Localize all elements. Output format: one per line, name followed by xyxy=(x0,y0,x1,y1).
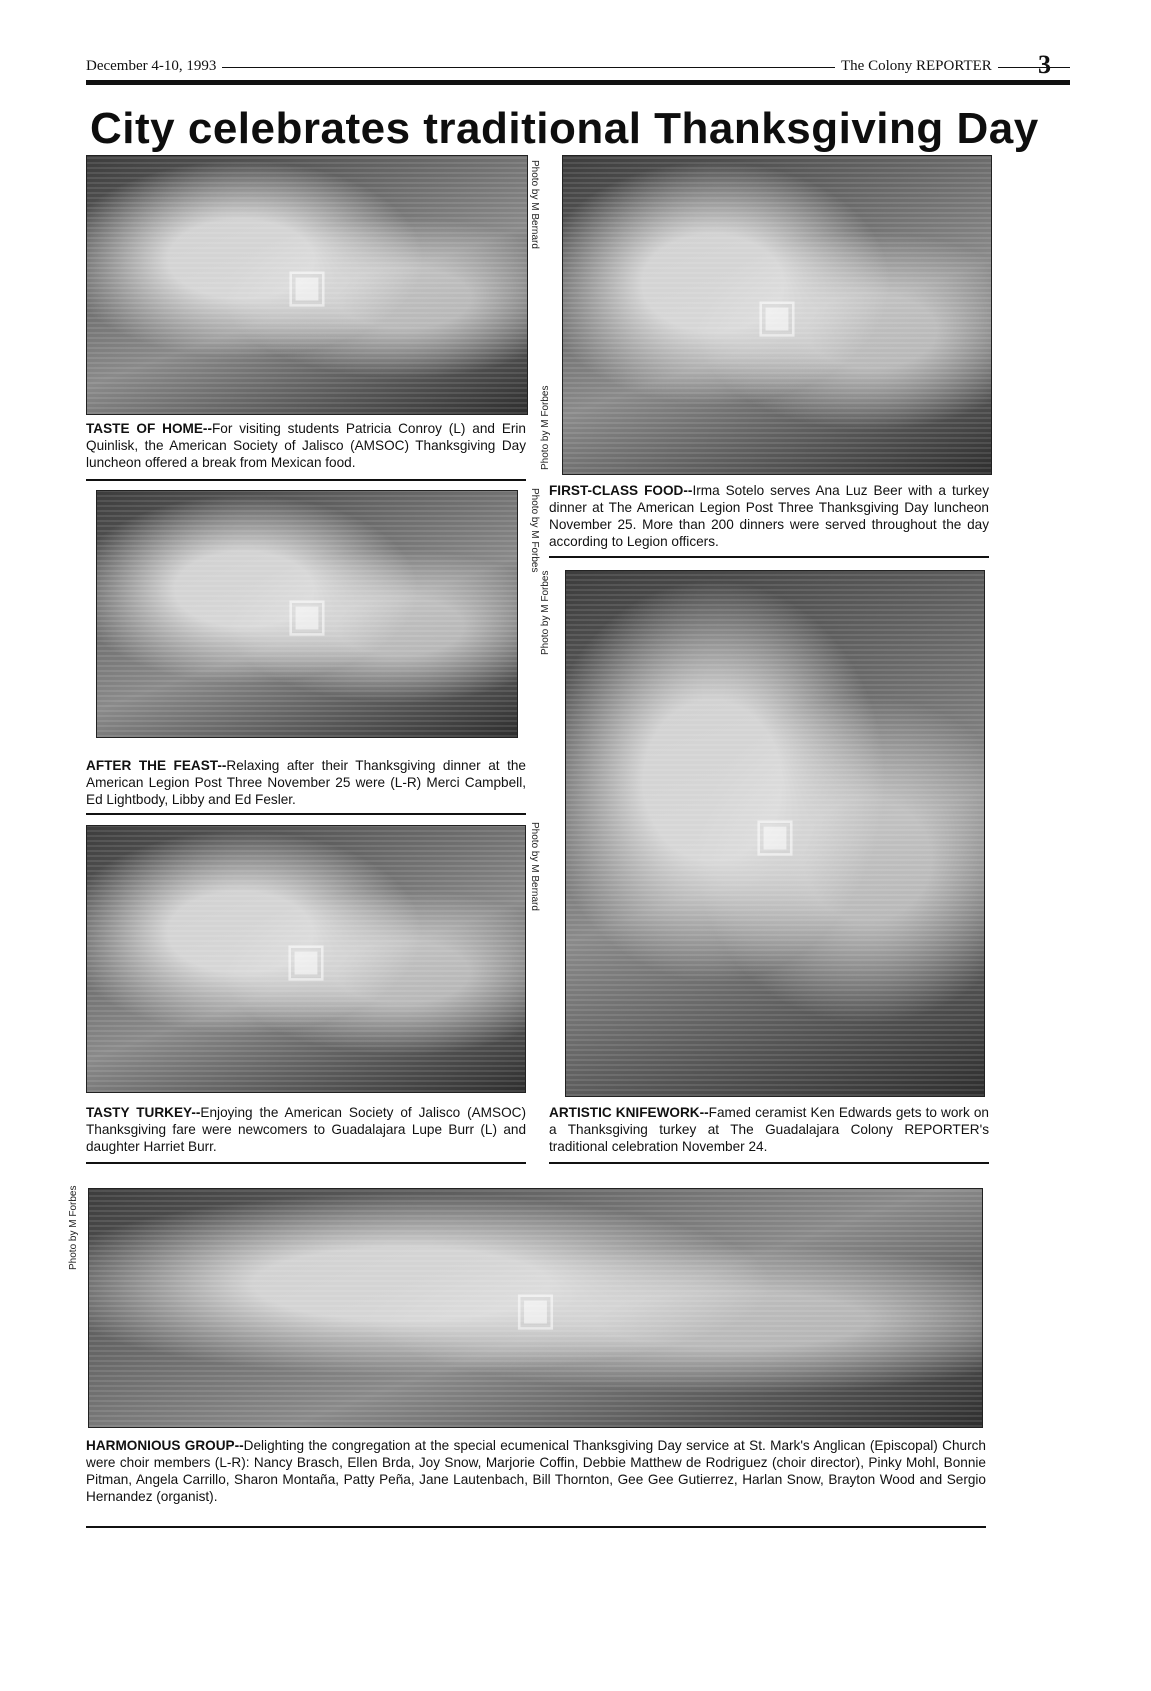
header-rule-thick xyxy=(86,80,1070,85)
caption-first-class-food xyxy=(549,482,989,550)
page-headline: City celebrates traditional Thanksgiving Day xyxy=(90,104,1039,153)
story-rule xyxy=(86,1526,986,1528)
photo-credit: Photo by M Bernard xyxy=(529,822,540,911)
caption-harmonious-group xyxy=(86,1437,986,1505)
caption-tasty-turkey xyxy=(86,1104,526,1155)
story-rule xyxy=(549,1162,989,1164)
issue-date: December 4-10, 1993 xyxy=(86,58,222,75)
caption-kicker: TASTY TURKEY-- xyxy=(86,1105,201,1120)
caption-text: Relaxing after their Thanksgiving dinner at the American Legion Post Three November 25 were (L-R) Merci Campbell, Ed Lightbody, Libby and Ed Fesler. xyxy=(86,758,526,807)
photo-credit: Photo by M Forbes xyxy=(68,1185,79,1270)
photo-credit: Photo by M Forbes xyxy=(540,570,551,655)
caption-text: Delighting the congregation at the special ecumenical Thanksgiving Day service at St. Mark's Anglican (Episcopal) Church were choir members (L-R): Nancy Brasch, Ellen Brda, Joy Snow, Marjorie Coffin, Debbie Matthew de Rodriguez (choir director), Pinky Mohl, Bonnie Pitman, Angela Carrillo, Sharon Montaña, Patty Peña, Jane Lautenbach, Bill Thornton, Gee Gee Gutierrez, Harlan Snow, Brayton Wood and Sergio Hernandez (organist). xyxy=(86,1438,986,1504)
photo-icon: ▣ xyxy=(753,807,797,860)
story-rule xyxy=(86,1162,526,1164)
caption-text: Irma Sotelo serves Ana Luz Beer with a turkey dinner at The American Legion Post Three Thanksgiving Day luncheon November 25. More than 200 dinners were served throughout the day according to Legion officers. xyxy=(549,483,989,549)
photo-credit: Photo by M Bernard xyxy=(529,160,540,249)
photo-icon: ▣ xyxy=(755,289,799,341)
photo-first-class-food xyxy=(562,155,992,475)
caption-text: For visiting students Patricia Conroy (L) and Erin Quinlisk, the American Society of Jalisco (AMSOC) Thanksgiving Day luncheon offered a break from Mexican food. xyxy=(86,421,526,470)
caption-text: Enjoying the American Society of Jalisco (AMSOC) Thanksgiving fare were newcomers to Guadalajara Lupe Burr (L) and daughter Harriet Burr. xyxy=(86,1105,526,1154)
photo-credit: Photo by M Forbes xyxy=(540,385,551,470)
caption-artistic-knifework xyxy=(549,1104,989,1155)
caption-kicker: TASTE OF HOME-- xyxy=(86,421,212,436)
story-rule xyxy=(86,813,526,815)
story-rule xyxy=(549,556,989,558)
caption-after-the-feast xyxy=(86,757,526,808)
photo-icon: ▣ xyxy=(284,933,328,985)
photo-icon: ▣ xyxy=(285,259,329,311)
photo-credit: Photo by M Forbes xyxy=(529,488,540,573)
photo-icon: ▣ xyxy=(285,588,329,640)
story-rule xyxy=(86,479,526,481)
caption-kicker: FIRST-CLASS FOOD-- xyxy=(549,483,693,498)
photo-harmonious-group xyxy=(88,1188,983,1428)
caption-text: Famed ceramist Ken Edwards gets to work on a Thanksgiving turkey at The Guadalajara Colony REPORTER's traditional celebration November 24. xyxy=(549,1105,989,1154)
caption-kicker: ARTISTIC KNIFEWORK-- xyxy=(549,1105,709,1120)
photo-taste-of-home xyxy=(86,155,528,415)
photo-tasty-turkey xyxy=(86,825,526,1093)
page-number: 3 xyxy=(1038,50,1051,79)
caption-kicker: AFTER THE FEAST-- xyxy=(86,758,227,773)
caption-kicker: HARMONIOUS GROUP-- xyxy=(86,1438,244,1453)
newspaper-name: The Colony REPORTER xyxy=(835,58,998,75)
caption-taste-of-home xyxy=(86,420,526,471)
photo-artistic-knifework xyxy=(565,570,985,1097)
photo-icon: ▣ xyxy=(513,1282,558,1334)
photo-after-the-feast xyxy=(96,490,518,738)
